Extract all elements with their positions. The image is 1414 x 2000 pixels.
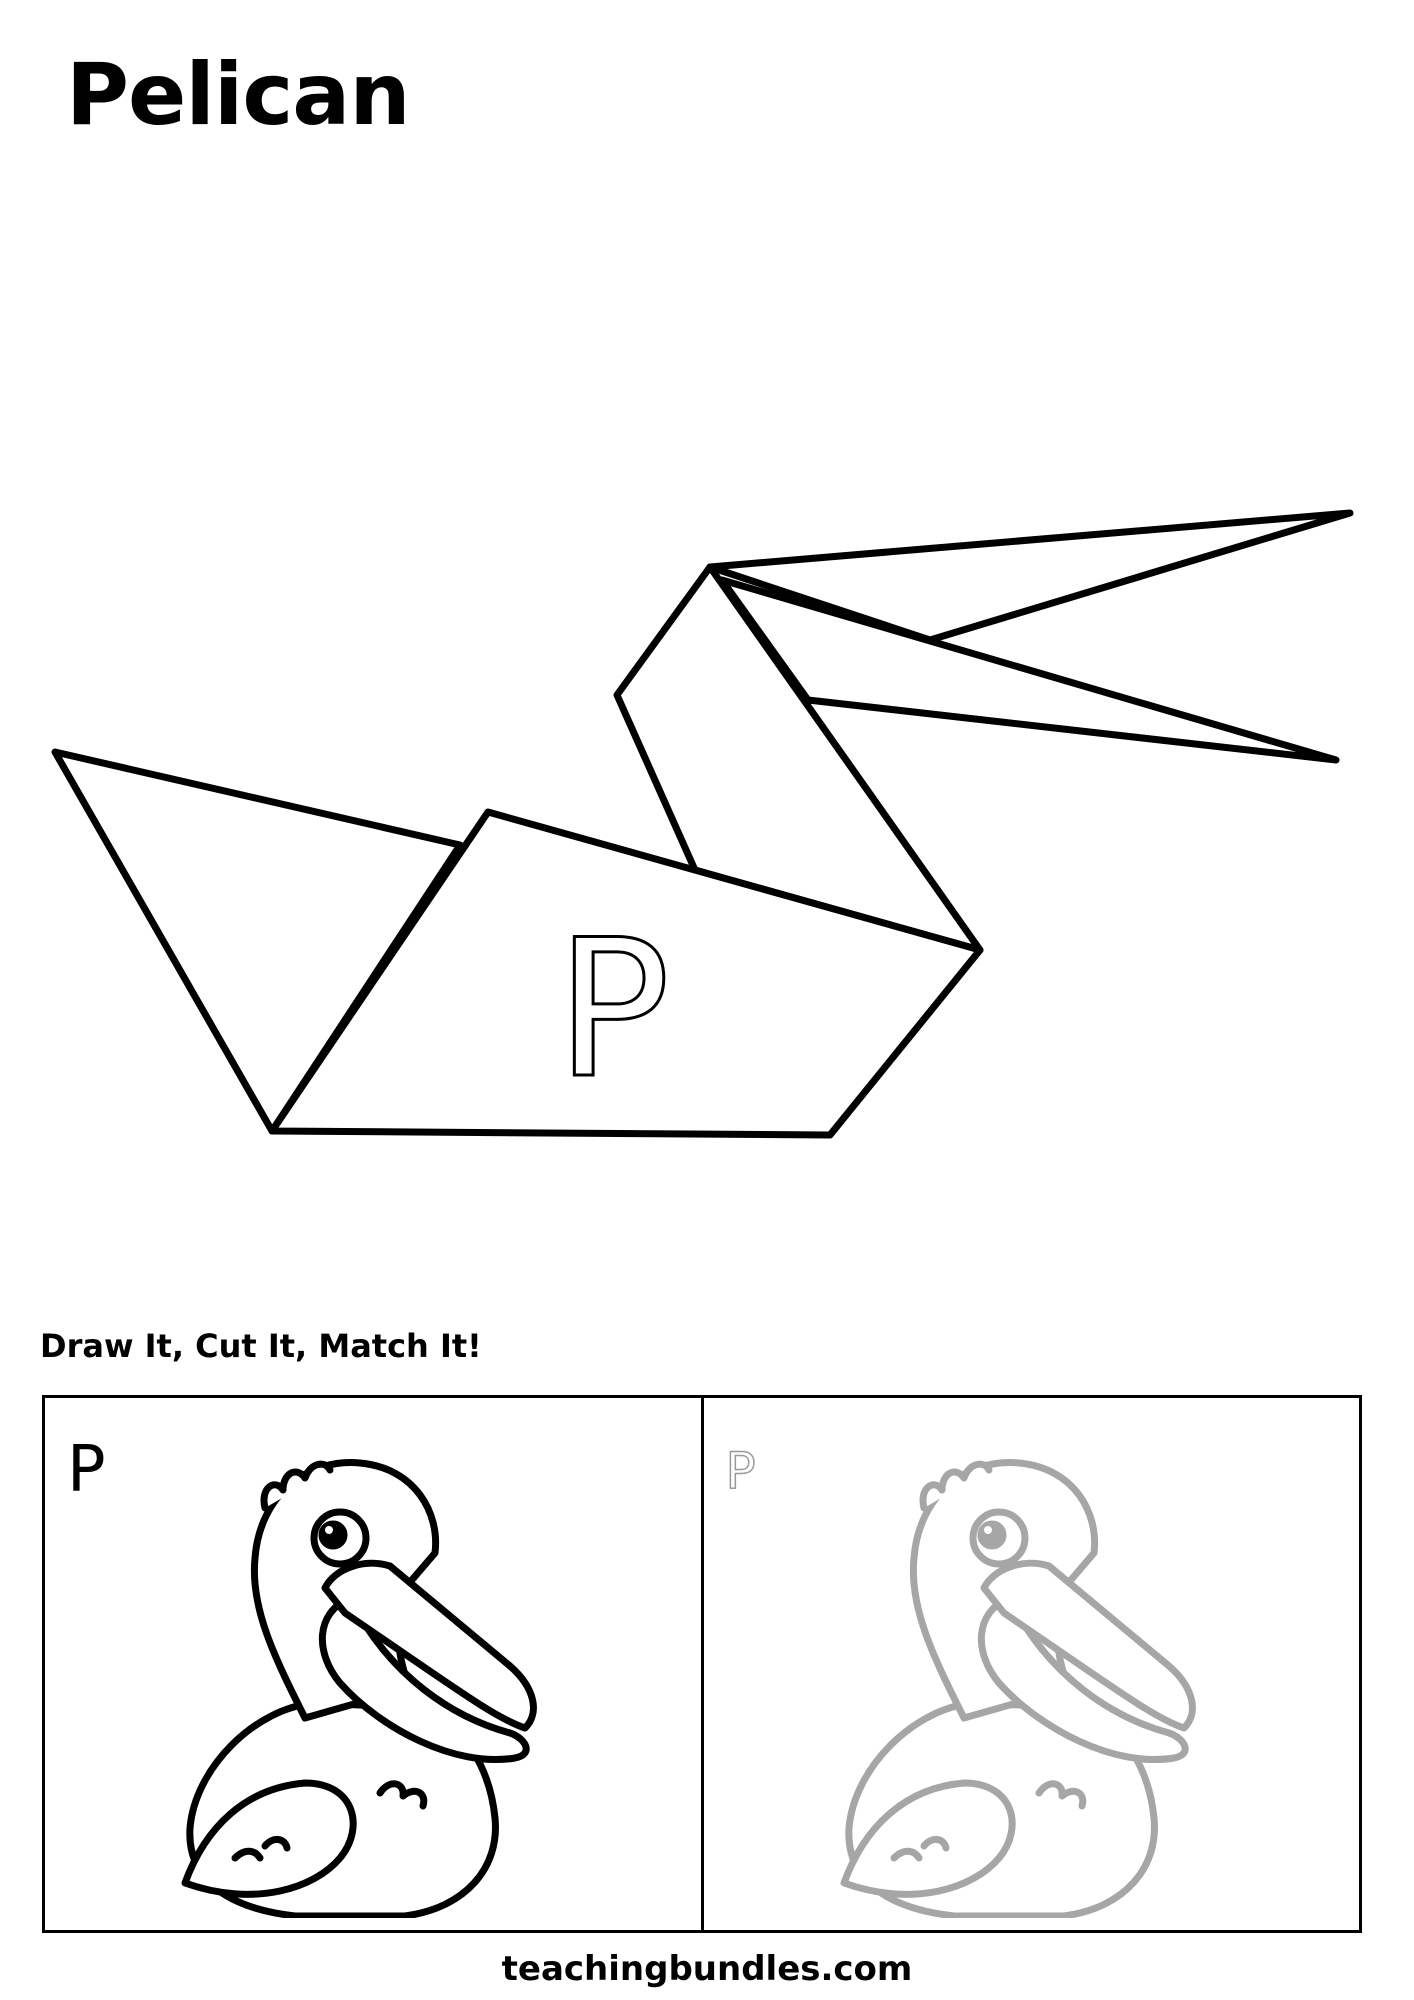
match-card-picture[interactable] [45, 1398, 701, 1930]
footer-site-link[interactable]: teachingbundles.com [501, 1949, 913, 1989]
match-cards [42, 1395, 1362, 1933]
match-card-trace[interactable] [701, 1398, 1360, 1930]
origami-pelican-illustration [0, 470, 1414, 1170]
pelican-trace-icon [824, 1438, 1244, 1918]
pelican-icon [165, 1438, 585, 1918]
page-title: Pelican [66, 45, 410, 145]
origami-big-letter: P [555, 899, 671, 1120]
section-heading: Draw It, Cut It, Match It! [40, 1327, 482, 1365]
card-letter: P [67, 1433, 106, 1507]
card-letter-trace: P [725, 1442, 756, 1500]
